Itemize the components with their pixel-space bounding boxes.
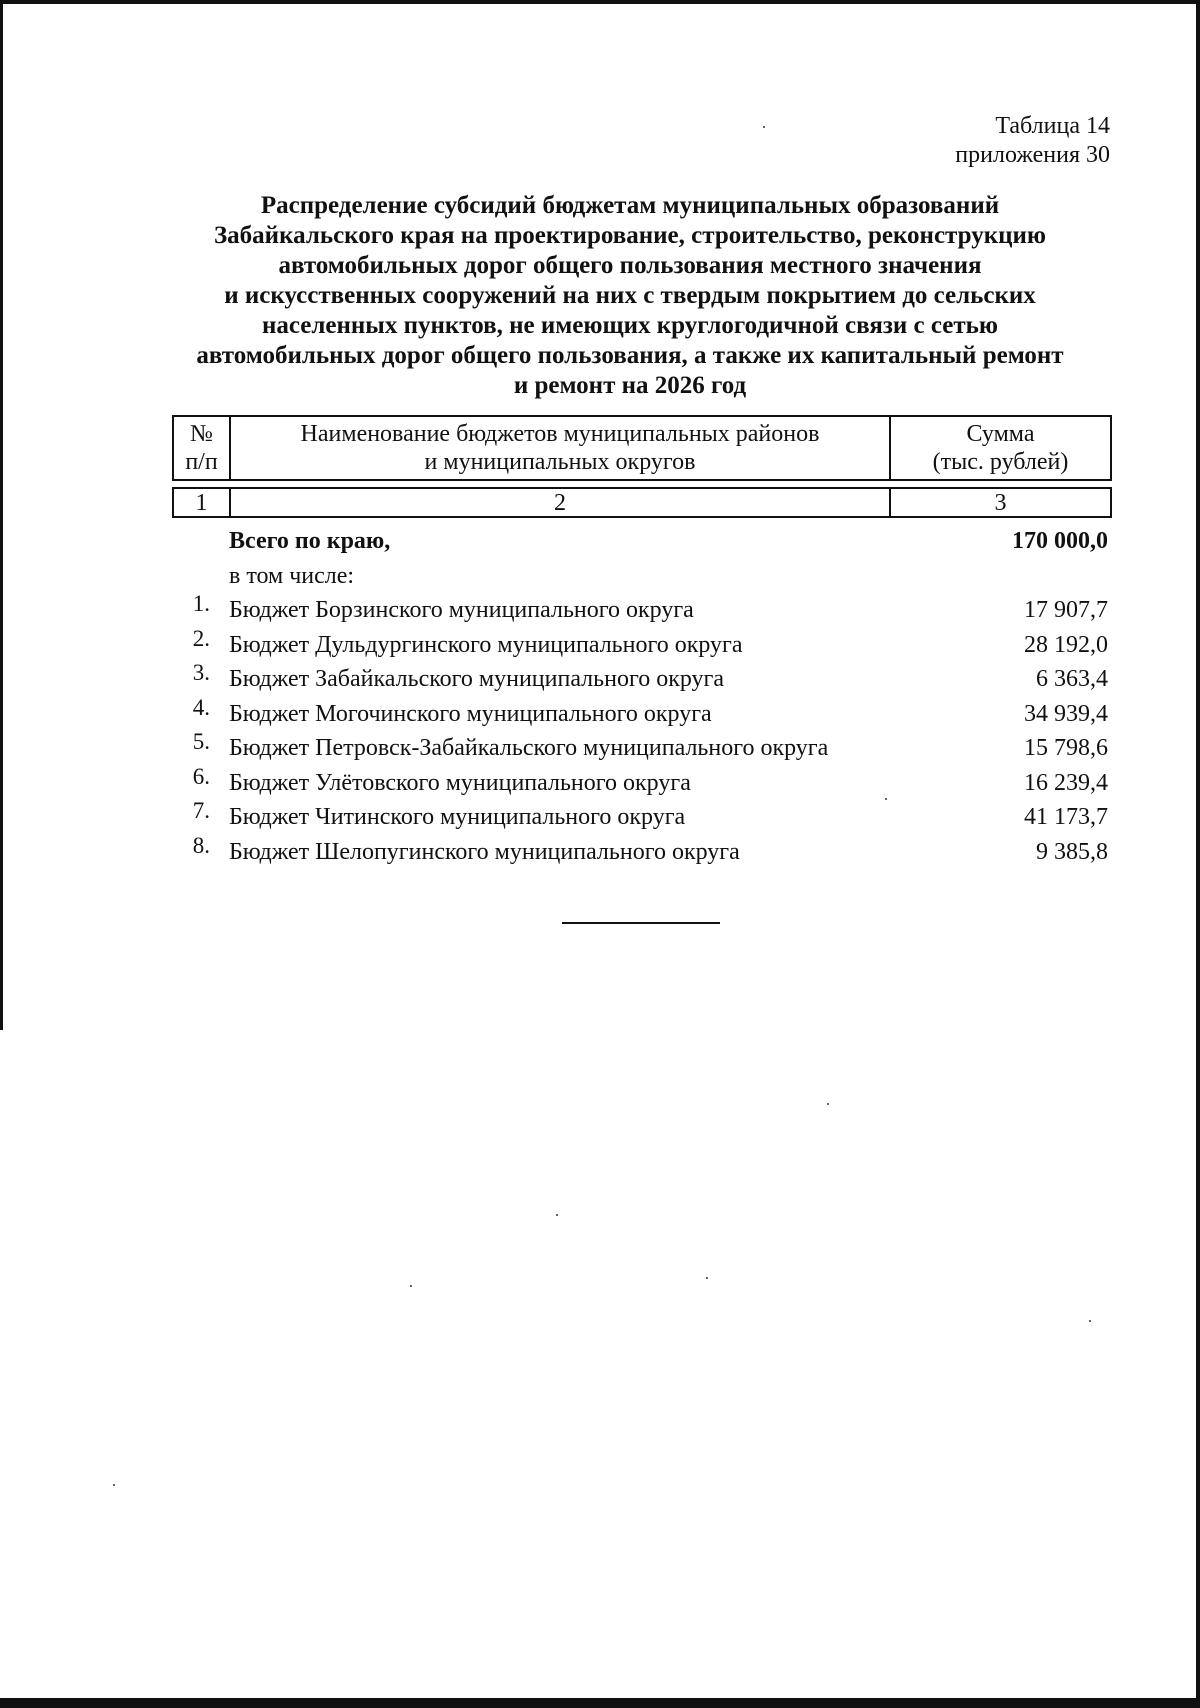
row-budget-name: Бюджет Дульдургинского муниципального округа: [229, 631, 743, 658]
title-line: Распределение субсидий бюджетам муниципальных образований: [260, 192, 1000, 219]
row-sum: 9 385,8: [1036, 838, 1108, 865]
row-budget-name: Бюджет Могочинского муниципального округа: [229, 700, 712, 727]
row-budget-name: Бюджет Борзинского муниципального округа: [229, 597, 694, 623]
row-number: 2.: [192, 625, 210, 651]
scan-speck: [1089, 1320, 1091, 1322]
column-number: 2: [230, 488, 890, 517]
table-row: [172, 763, 1110, 801]
total-label: Всего по краю,: [229, 528, 391, 554]
header-name-line: Наименование бюджетов муниципальных районов: [300, 421, 820, 447]
row-sum: 15 798,6: [1024, 735, 1108, 761]
title-line: автомобильных дорог общего пользования, а также их капитальный ремонт: [196, 342, 1064, 369]
caption-table-number: Таблица 14: [995, 113, 1110, 139]
scan-speck: [763, 126, 765, 128]
scan-edge-top: [0, 0, 1200, 4]
table-column-numbers: [172, 487, 1112, 518]
row-budget-name: Бюджет Читинского муниципального округа: [229, 804, 686, 830]
header-name-line: и муниципальных округов: [424, 449, 696, 475]
table-row: [172, 593, 1110, 628]
table-body: [172, 524, 1110, 869]
column-number: 1: [173, 488, 230, 517]
total-row: [172, 524, 1110, 559]
document-title: [160, 191, 1100, 401]
row-budget-name: Бюджет Петровск-Забайкальского муниципального округа: [229, 735, 829, 761]
scan-speck: [410, 1285, 412, 1287]
header-number-abbr: п/п: [185, 449, 218, 475]
column-number: 3: [890, 488, 1111, 517]
row-budget-name: Бюджет Шелопугинского муниципального округа: [229, 838, 740, 865]
scan-speck: [827, 1103, 829, 1105]
title-line: населенных пунктов, не имеющих круглогодичной связи с сетью: [261, 312, 999, 339]
scan-edge-right: [1196, 0, 1200, 1708]
title-line: и ремонт на 2026 год: [513, 372, 747, 399]
row-sum: 28 192,0: [1024, 631, 1108, 658]
header-sum-unit: (тыс. рублей): [932, 449, 1069, 475]
table-row: [172, 731, 1110, 766]
table-caption: [955, 112, 1110, 170]
subtotal-caption-row: [172, 559, 1110, 594]
header-sum-line: Сумма: [966, 421, 1035, 447]
title-line: Забайкальского края на проектирование, строительство, реконструкцию: [213, 222, 1047, 249]
title-line: автомобильных дорог общего пользования местного значения: [278, 252, 982, 279]
row-number: 1.: [192, 591, 210, 616]
row-budget-name: Бюджет Забайкальского муниципального округа: [229, 666, 725, 692]
table-row: [172, 832, 1110, 870]
row-sum: 41 173,7: [1024, 804, 1108, 830]
title-line: и искусственных сооружений на них с твердым покрытием до сельских: [224, 282, 1036, 309]
scan-speck: [556, 1214, 558, 1216]
including-label: в том числе:: [229, 562, 355, 589]
header-name-cell: [230, 416, 890, 480]
row-number: 3.: [192, 660, 210, 685]
header-number-symbol: №: [190, 421, 213, 447]
row-sum: 34 939,4: [1024, 700, 1108, 727]
row-sum: 17 907,7: [1024, 597, 1108, 623]
table-header: [172, 415, 1112, 481]
scan-speck: [113, 1484, 115, 1486]
row-sum: 6 363,4: [1036, 666, 1108, 692]
header-number-cell: [173, 416, 230, 480]
table-row: [172, 800, 1110, 835]
table-row: [172, 662, 1110, 697]
table-row: [172, 625, 1110, 663]
row-number: 6.: [192, 763, 210, 789]
scan-speck: [885, 798, 887, 800]
row-budget-name: Бюджет Улётовского муниципального округа: [229, 769, 691, 796]
row-sum: 16 239,4: [1024, 769, 1108, 796]
scan-speck: [706, 1277, 708, 1279]
table-row: [172, 694, 1110, 732]
end-of-table-rule: [562, 922, 720, 924]
scan-edge-bottom: [0, 1698, 1200, 1708]
row-number: 5.: [192, 729, 210, 754]
row-number: 4.: [192, 694, 210, 720]
caption-appendix-number: приложения 30: [955, 142, 1110, 168]
header-sum-cell: [890, 416, 1111, 480]
scan-edge-left: [0, 0, 3, 1030]
row-number: 8.: [192, 832, 210, 858]
total-sum: 170 000,0: [1012, 528, 1108, 554]
row-number: 7.: [192, 798, 210, 823]
